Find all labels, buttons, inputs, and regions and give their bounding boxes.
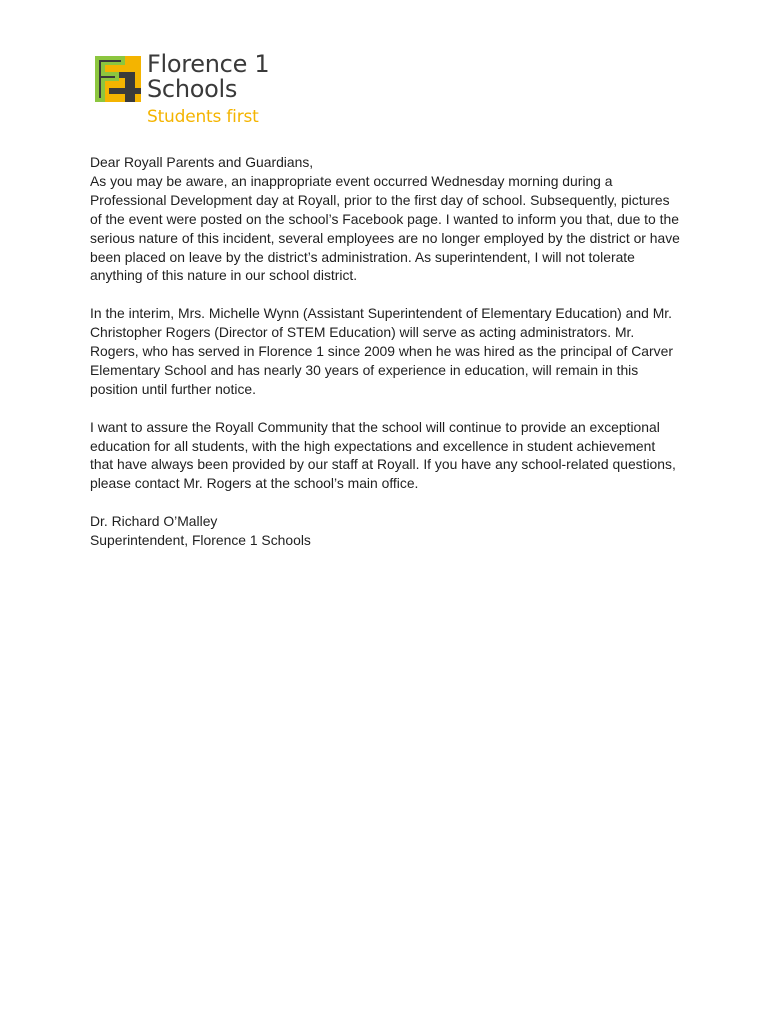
- signature-name: Dr. Richard O’Malley: [90, 513, 218, 530]
- signature-title: Superintendent, Florence 1 Schools: [90, 532, 311, 549]
- salutation: Dear Royall Parents and Guardians,: [90, 154, 314, 170]
- paragraph-3: I want to assure the Royall Community that the school will continue to provide an exceptional education for all students, with the high expectations and excellence in student achievement that have always been provided by our staff at Royall. If you have any school-related questions, please contact Mr. Rogers at the school’s main office.: [90, 418, 676, 492]
- paragraph-2: In the interim, Mrs. Michelle Wynn (Assistant Superintendent of Elementary Education) and Mr. Christopher Rogers (Director of STEM Education) will serve as acting administrators. Mr. Rogers, who has served in Florence 1 since 2009 when he was hired as the principal of Carver Elementary School and has nearly 30 years of experience in education, will remain in this position until further notice.: [90, 305, 673, 397]
- logo-tagline: Students first: [147, 107, 259, 127]
- logo-name-line2: Schools: [147, 75, 238, 103]
- signature-block: [90, 512, 682, 550]
- paragraph-1: As you may be aware, an inappropriate event occurred Wednesday morning during a Professional Development day at Royall, prior to the first day of school. Subsequently, pictures of the event were posted on the school’s Facebook page. I wanted to inform you that, due to the serious nature of this incident, several employees are no longer employed by the district or have been placed on leave by the district’s administration. As superintendent, I will not tolerate anything of this nature in our school district.: [90, 172, 680, 284]
- logo-name-line1: Florence 1: [147, 50, 270, 78]
- florence-1-schools-logo: [92, 52, 274, 130]
- f1-logo-icon: [95, 56, 141, 102]
- logo-wordmark: [147, 52, 269, 102]
- letter-body: [90, 153, 682, 550]
